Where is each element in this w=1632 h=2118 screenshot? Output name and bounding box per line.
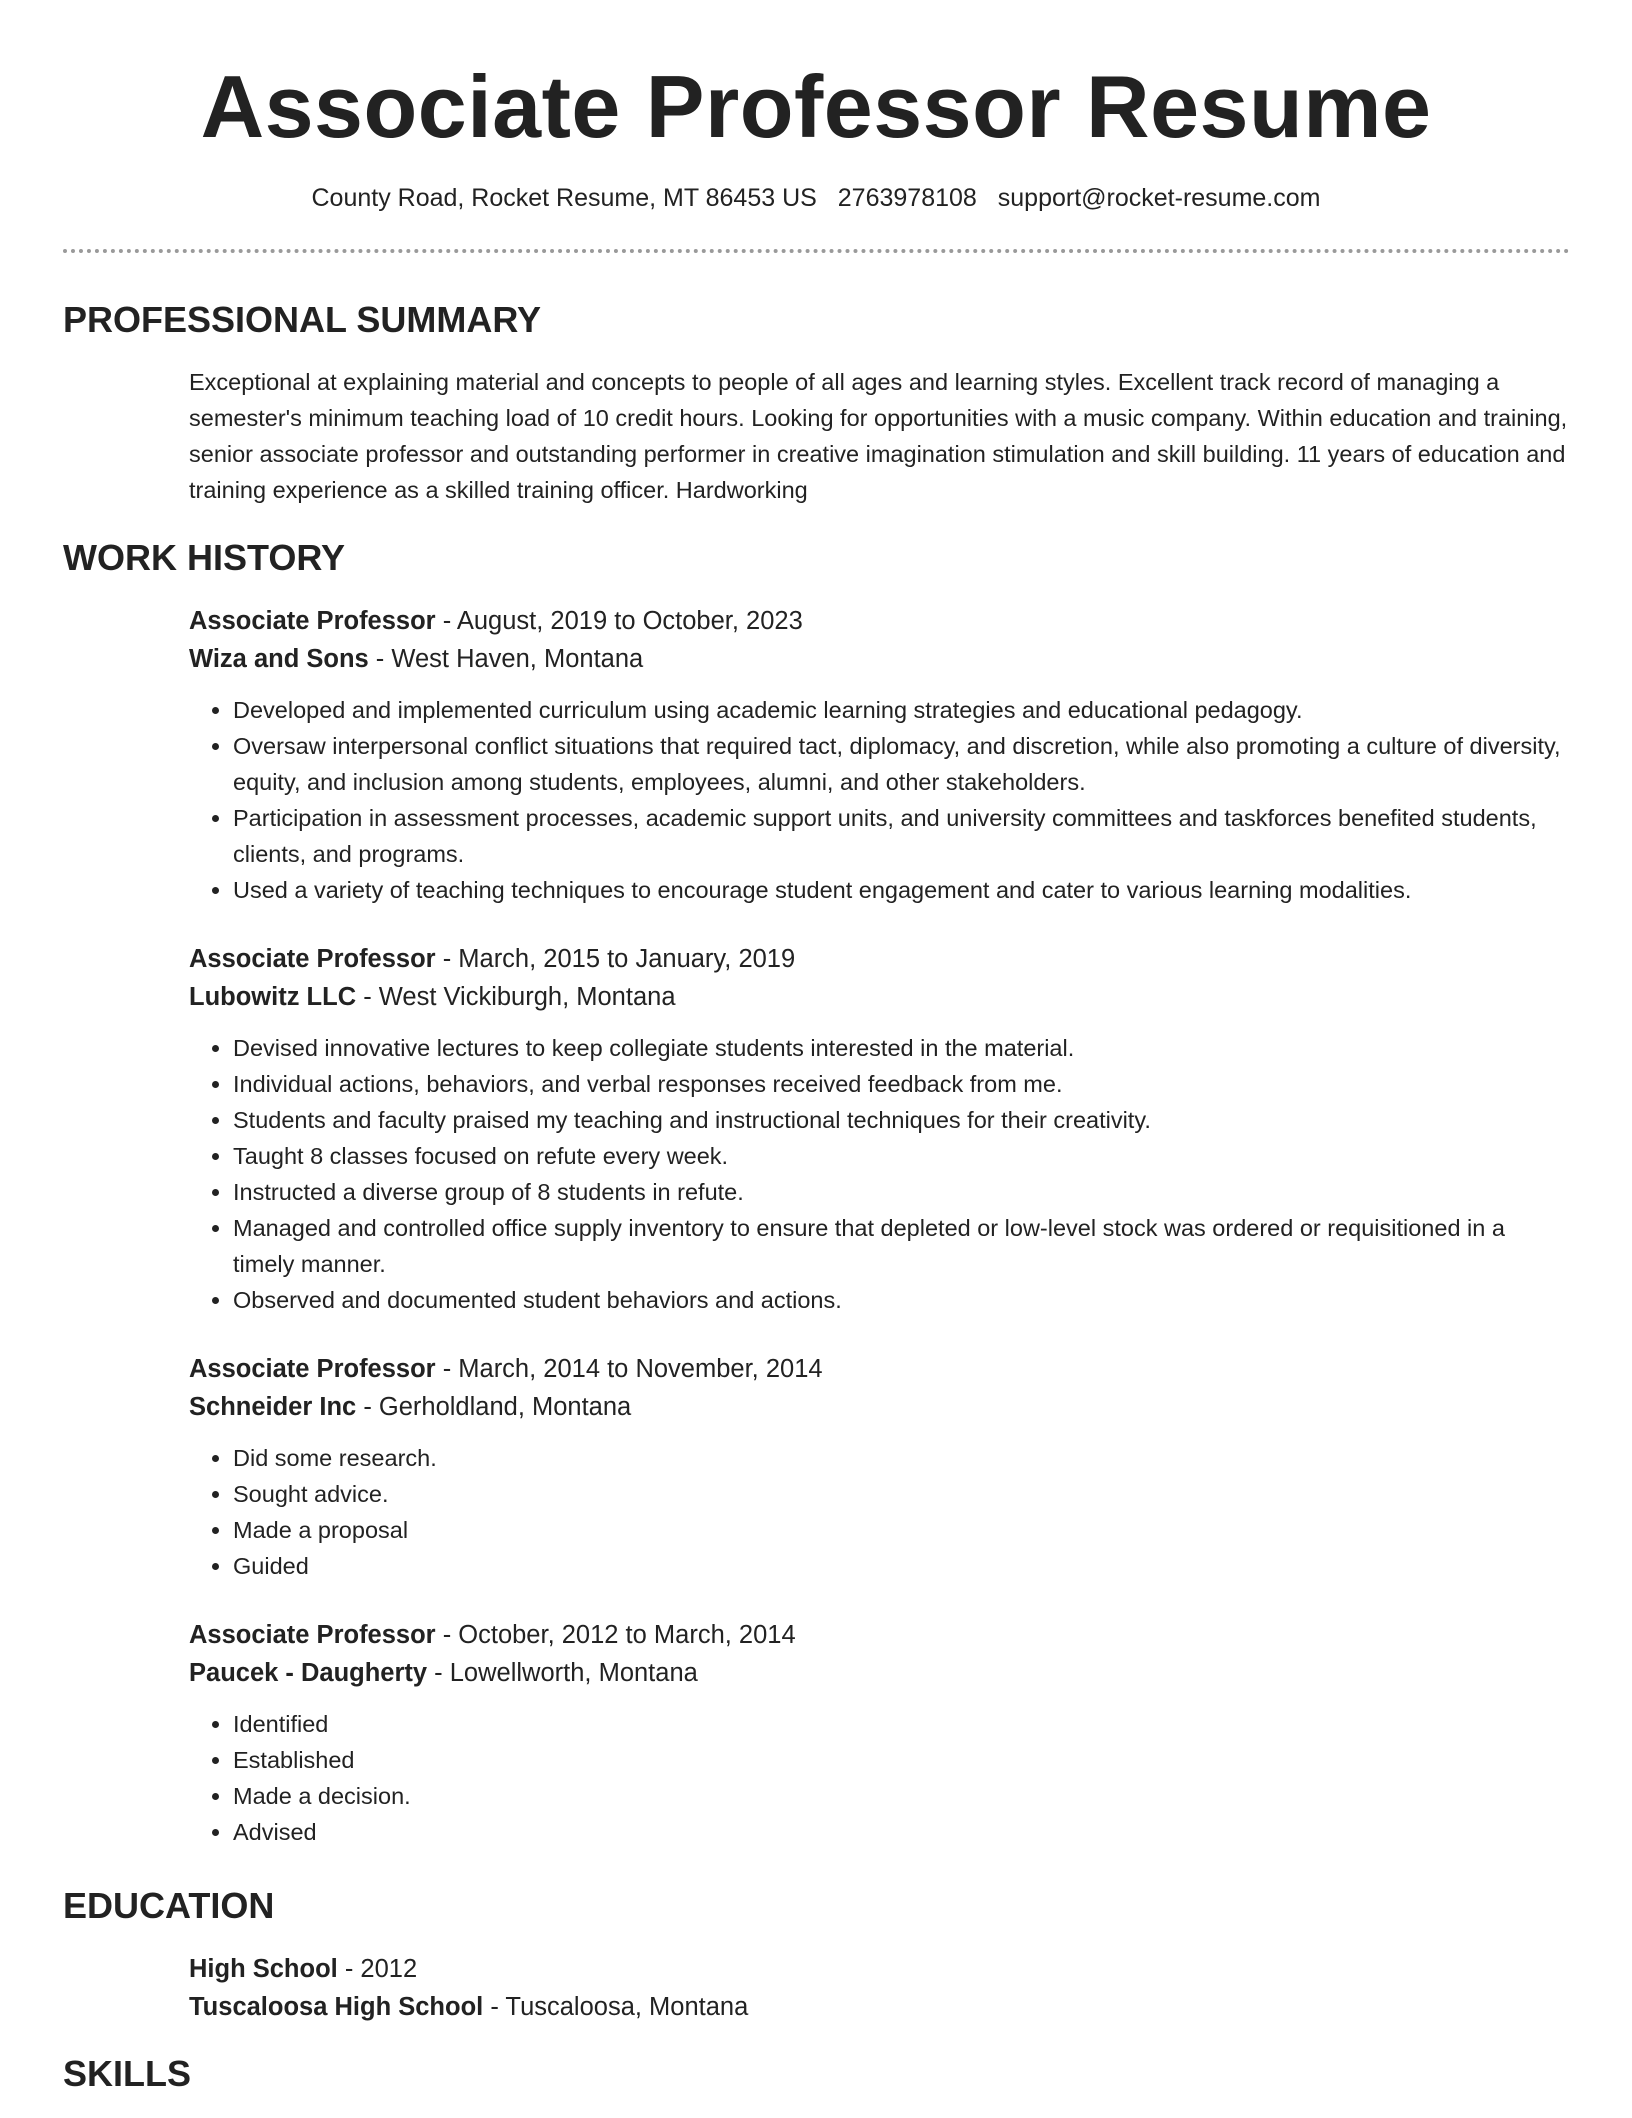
duty-item: • Participation in assessment processes, academic support units, and university committees and taskforces benefited students, clients, and programs.	[233, 800, 1570, 872]
job-role: Associate Professor	[189, 1621, 436, 1649]
job-role: Associate Professor	[189, 945, 436, 973]
job-duties	[189, 1706, 1570, 1850]
resume-title: Associate Professor Resume	[200, 57, 1432, 156]
skills-heading: SKILLS	[63, 2053, 192, 2094]
job-company: Paucek - Daugherty	[189, 1659, 428, 1687]
summary-heading: PROFESSIONAL SUMMARY	[63, 299, 542, 340]
education-degree: High School	[189, 1955, 338, 1983]
job-dates: - August, 2019 to October, 2023	[435, 607, 803, 635]
job-role: Associate Professor	[189, 607, 436, 635]
summary-section	[189, 364, 1570, 508]
job-role: Associate Professor	[189, 1355, 436, 1383]
job-company: Wiza and Sons	[189, 645, 369, 673]
contact-line	[0, 178, 1632, 218]
job-location: - Lowellworth, Montana	[427, 1659, 698, 1687]
education-year: - 2012	[337, 1955, 418, 1983]
duty-item: • Did some research.	[233, 1440, 1570, 1476]
job-dates: - March, 2014 to November, 2014	[435, 1355, 823, 1383]
duty-item: • Advised	[233, 1814, 1570, 1850]
duty-item: • Oversaw interpersonal conflict situations that required tact, diplomacy, and discretion, while also promoting a culture of diversity, equity, and inclusion among students, employees, alumni, and other stakeholders.	[233, 728, 1570, 800]
header-divider	[63, 249, 1570, 253]
job-company-line	[189, 978, 1570, 1016]
duty-item: • Sought advice.	[233, 1476, 1570, 1512]
work-history-heading: WORK HISTORY	[63, 537, 346, 578]
duty-item: • Observed and documented student behaviors and actions.	[233, 1282, 1570, 1318]
job-entry	[189, 1350, 1570, 1584]
duty-item: • Managed and controlled office supply inventory to ensure that depleted or low-level stock was ordered or requisitioned in a timely manner.	[233, 1210, 1570, 1282]
job-duties	[189, 1440, 1570, 1584]
job-duties	[189, 692, 1570, 908]
job-location: - Gerholdland, Montana	[356, 1393, 632, 1421]
resume-content	[63, 296, 1570, 2118]
duty-item: • Individual actions, behaviors, and verbal responses received feedback from me.	[233, 1066, 1570, 1102]
job-company: Lubowitz LLC	[189, 983, 357, 1011]
job-title-line	[189, 602, 1570, 640]
job-dates: - March, 2015 to January, 2019	[435, 945, 796, 973]
education-section	[189, 1950, 1570, 2026]
duty-item: • Guided	[233, 1548, 1570, 1584]
contact-email[interactable]: support@rocket-resume.com	[997, 184, 1321, 212]
job-company: Schneider Inc	[189, 1393, 357, 1421]
job-entry	[189, 940, 1570, 1318]
job-title-line	[189, 1350, 1570, 1388]
duty-item: • Made a decision.	[233, 1778, 1570, 1814]
job-company-line	[189, 1388, 1570, 1426]
education-degree-line	[189, 1950, 1570, 1988]
education-location: - Tuscaloosa, Montana	[483, 1993, 749, 2021]
duty-item: • Identified	[233, 1706, 1570, 1742]
job-dates: - October, 2012 to March, 2014	[435, 1621, 796, 1649]
job-entry	[189, 602, 1570, 908]
duty-item: • Devised innovative lectures to keep collegiate students interested in the material.	[233, 1030, 1570, 1066]
duty-item: • Taught 8 classes focused on refute every week.	[233, 1138, 1570, 1174]
summary-text: Exceptional at explaining material and concepts to people of all ages and learning styles. Excellent track record of managing a semester's minimum teaching load of 10 credit hours. Looking for opportunities with a music company. Within education and training, senior associate professor and outstanding performer in creative imagination stimulation and skill building. 11 years of education and training experience as a skilled training officer. Hardworking	[189, 369, 1568, 503]
duty-item: • Established	[233, 1742, 1570, 1778]
education-heading: EDUCATION	[63, 1885, 275, 1926]
job-entry	[189, 1616, 1570, 1850]
job-location: - West Vickiburgh, Montana	[356, 983, 676, 1011]
duty-item: • Students and faculty praised my teaching and instructional techniques for their creativity.	[233, 1102, 1570, 1138]
job-title-line	[189, 940, 1570, 978]
job-location: - West Haven, Montana	[368, 645, 644, 673]
job-title-line	[189, 1616, 1570, 1654]
job-company-line	[189, 1654, 1570, 1692]
work-history-section	[189, 602, 1570, 1850]
job-company-line	[189, 640, 1570, 678]
education-school-line	[189, 1988, 1570, 2026]
duty-item: • Instructed a diverse group of 8 students in refute.	[233, 1174, 1570, 1210]
job-duties	[189, 1030, 1570, 1318]
education-school: Tuscaloosa High School	[189, 1993, 484, 2021]
contact-address: County Road, Rocket Resume, MT 86453 US	[311, 184, 817, 212]
duty-item: • Made a proposal	[233, 1512, 1570, 1548]
contact-phone: 2763978108	[837, 184, 977, 212]
duty-item: • Used a variety of teaching techniques to encourage student engagement and cater to various learning modalities.	[233, 872, 1570, 908]
duty-item: • Developed and implemented curriculum using academic learning strategies and educational pedagogy.	[233, 692, 1570, 728]
